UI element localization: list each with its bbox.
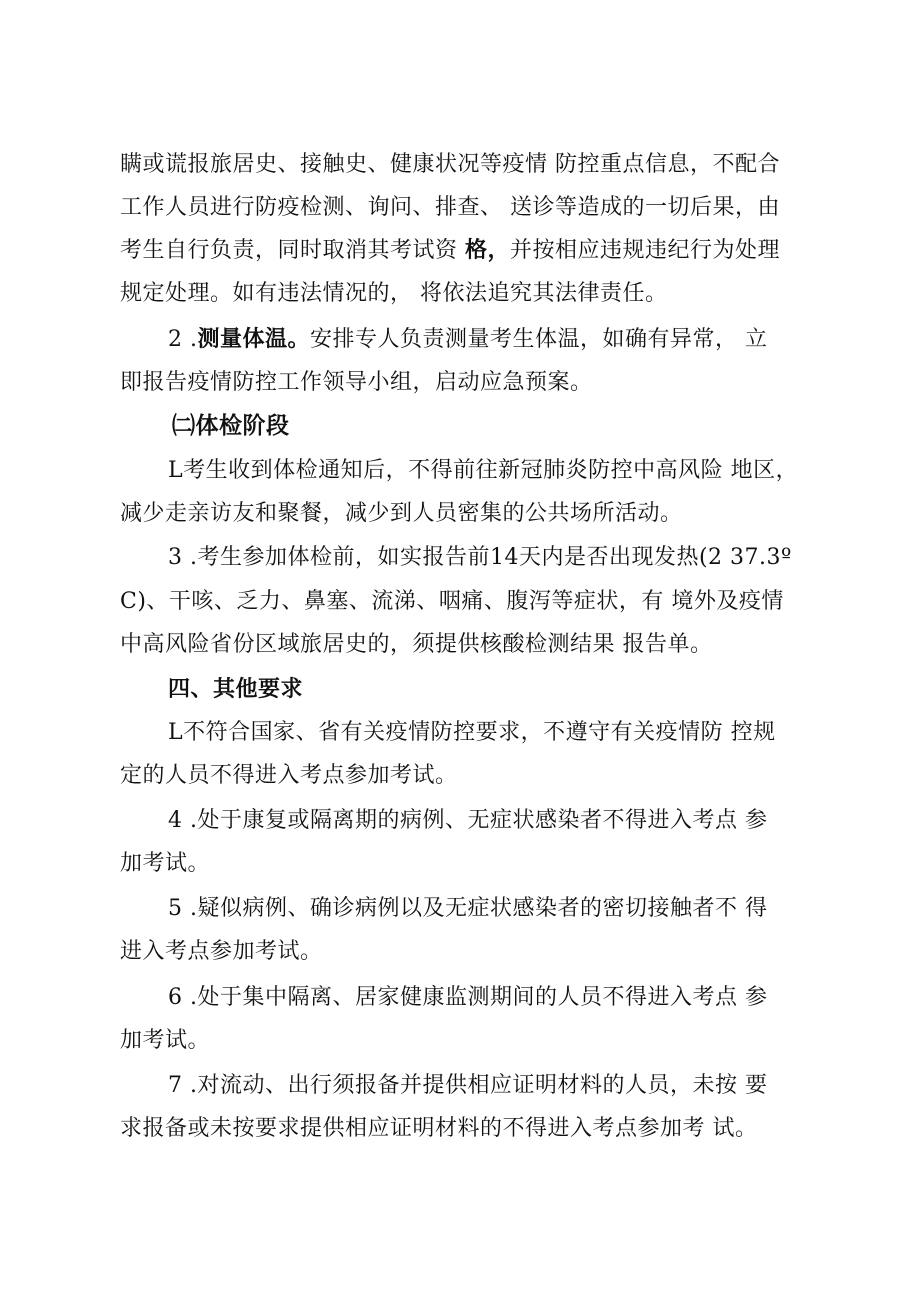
text-line: C)、干咳、乏力、鼻塞、流涕、咽痛、腹泻等症状，有 境外及疫情 <box>120 589 784 614</box>
text-line: 进入考点参加考试。 <box>120 939 323 964</box>
text-span: 考生自行负责，同时取消其考试资 <box>120 238 465 263</box>
text-line: 规定处理。如有违法情况的， 将依法追究其法律责任。 <box>120 281 668 306</box>
bold-span: 格， <box>465 238 511 263</box>
text-line: 4 .处于康复或隔离期的病例、无症状感染者不得进入考点 参 <box>168 808 768 833</box>
section-heading: 四、其他要求 <box>168 677 304 702</box>
bold-heading-span: 测量体温。 <box>197 327 310 352</box>
text-span: 并按相应违规违纪行为处理 <box>510 238 781 263</box>
text-line: 加考试。 <box>120 1028 211 1053</box>
text-line: 即报告疫情防控工作领导小组，启动应急预案。 <box>120 370 593 395</box>
text-line: 工作人员进行防疫检测、询问、排查、 送诊等造成的一切后果，由 <box>120 195 780 220</box>
text-line: L不符合国家、省有关疫情防控要求，不遵守有关疫情防 控规 <box>168 720 776 745</box>
text-line: 加考试。 <box>120 851 211 876</box>
item-number: 2 . <box>168 327 198 352</box>
text-line: 减少走亲访友和聚餐，减少到人员密集的公共场所活动。 <box>120 501 683 526</box>
text-line: 瞒或谎报旅居史、接触史、健康状况等疫情 防控重点信息，不配合 <box>120 152 780 177</box>
text-line: 6 .处于集中隔离、居家健康监测期间的人员不得进入考点 参 <box>168 985 768 1010</box>
text-line: 定的人员不得进入考点参加考试。 <box>120 763 458 788</box>
text-line: 3 .考生参加体检前，如实报告前14天内是否出现发热(2 37.3º <box>168 545 792 570</box>
section-heading: ㈡体检阶段 <box>172 413 290 439</box>
text-line: 7 .对流动、出行须报备并提供相应证明材料的人员，未按 要 <box>168 1073 768 1098</box>
text-line <box>168 325 768 355</box>
text-span: 安排专人负责测量考生体温，如确有异常， 立 <box>310 327 768 352</box>
text-line: 5 .疑似病例、确诊病例以及无症状感染者的密切接触者不 得 <box>168 896 768 921</box>
text-line: L考生收到体检通知后，不得前往新冠肺炎防控中高风险 地区， <box>168 458 799 483</box>
text-line <box>120 236 780 266</box>
text-line: 求报备或未按要求提供相应证明材料的不得进入考点参加考 试。 <box>120 1116 758 1141</box>
text-line: 中高风险省份区域旅居史的，须提供核酸检测结果 报告单。 <box>120 632 713 657</box>
